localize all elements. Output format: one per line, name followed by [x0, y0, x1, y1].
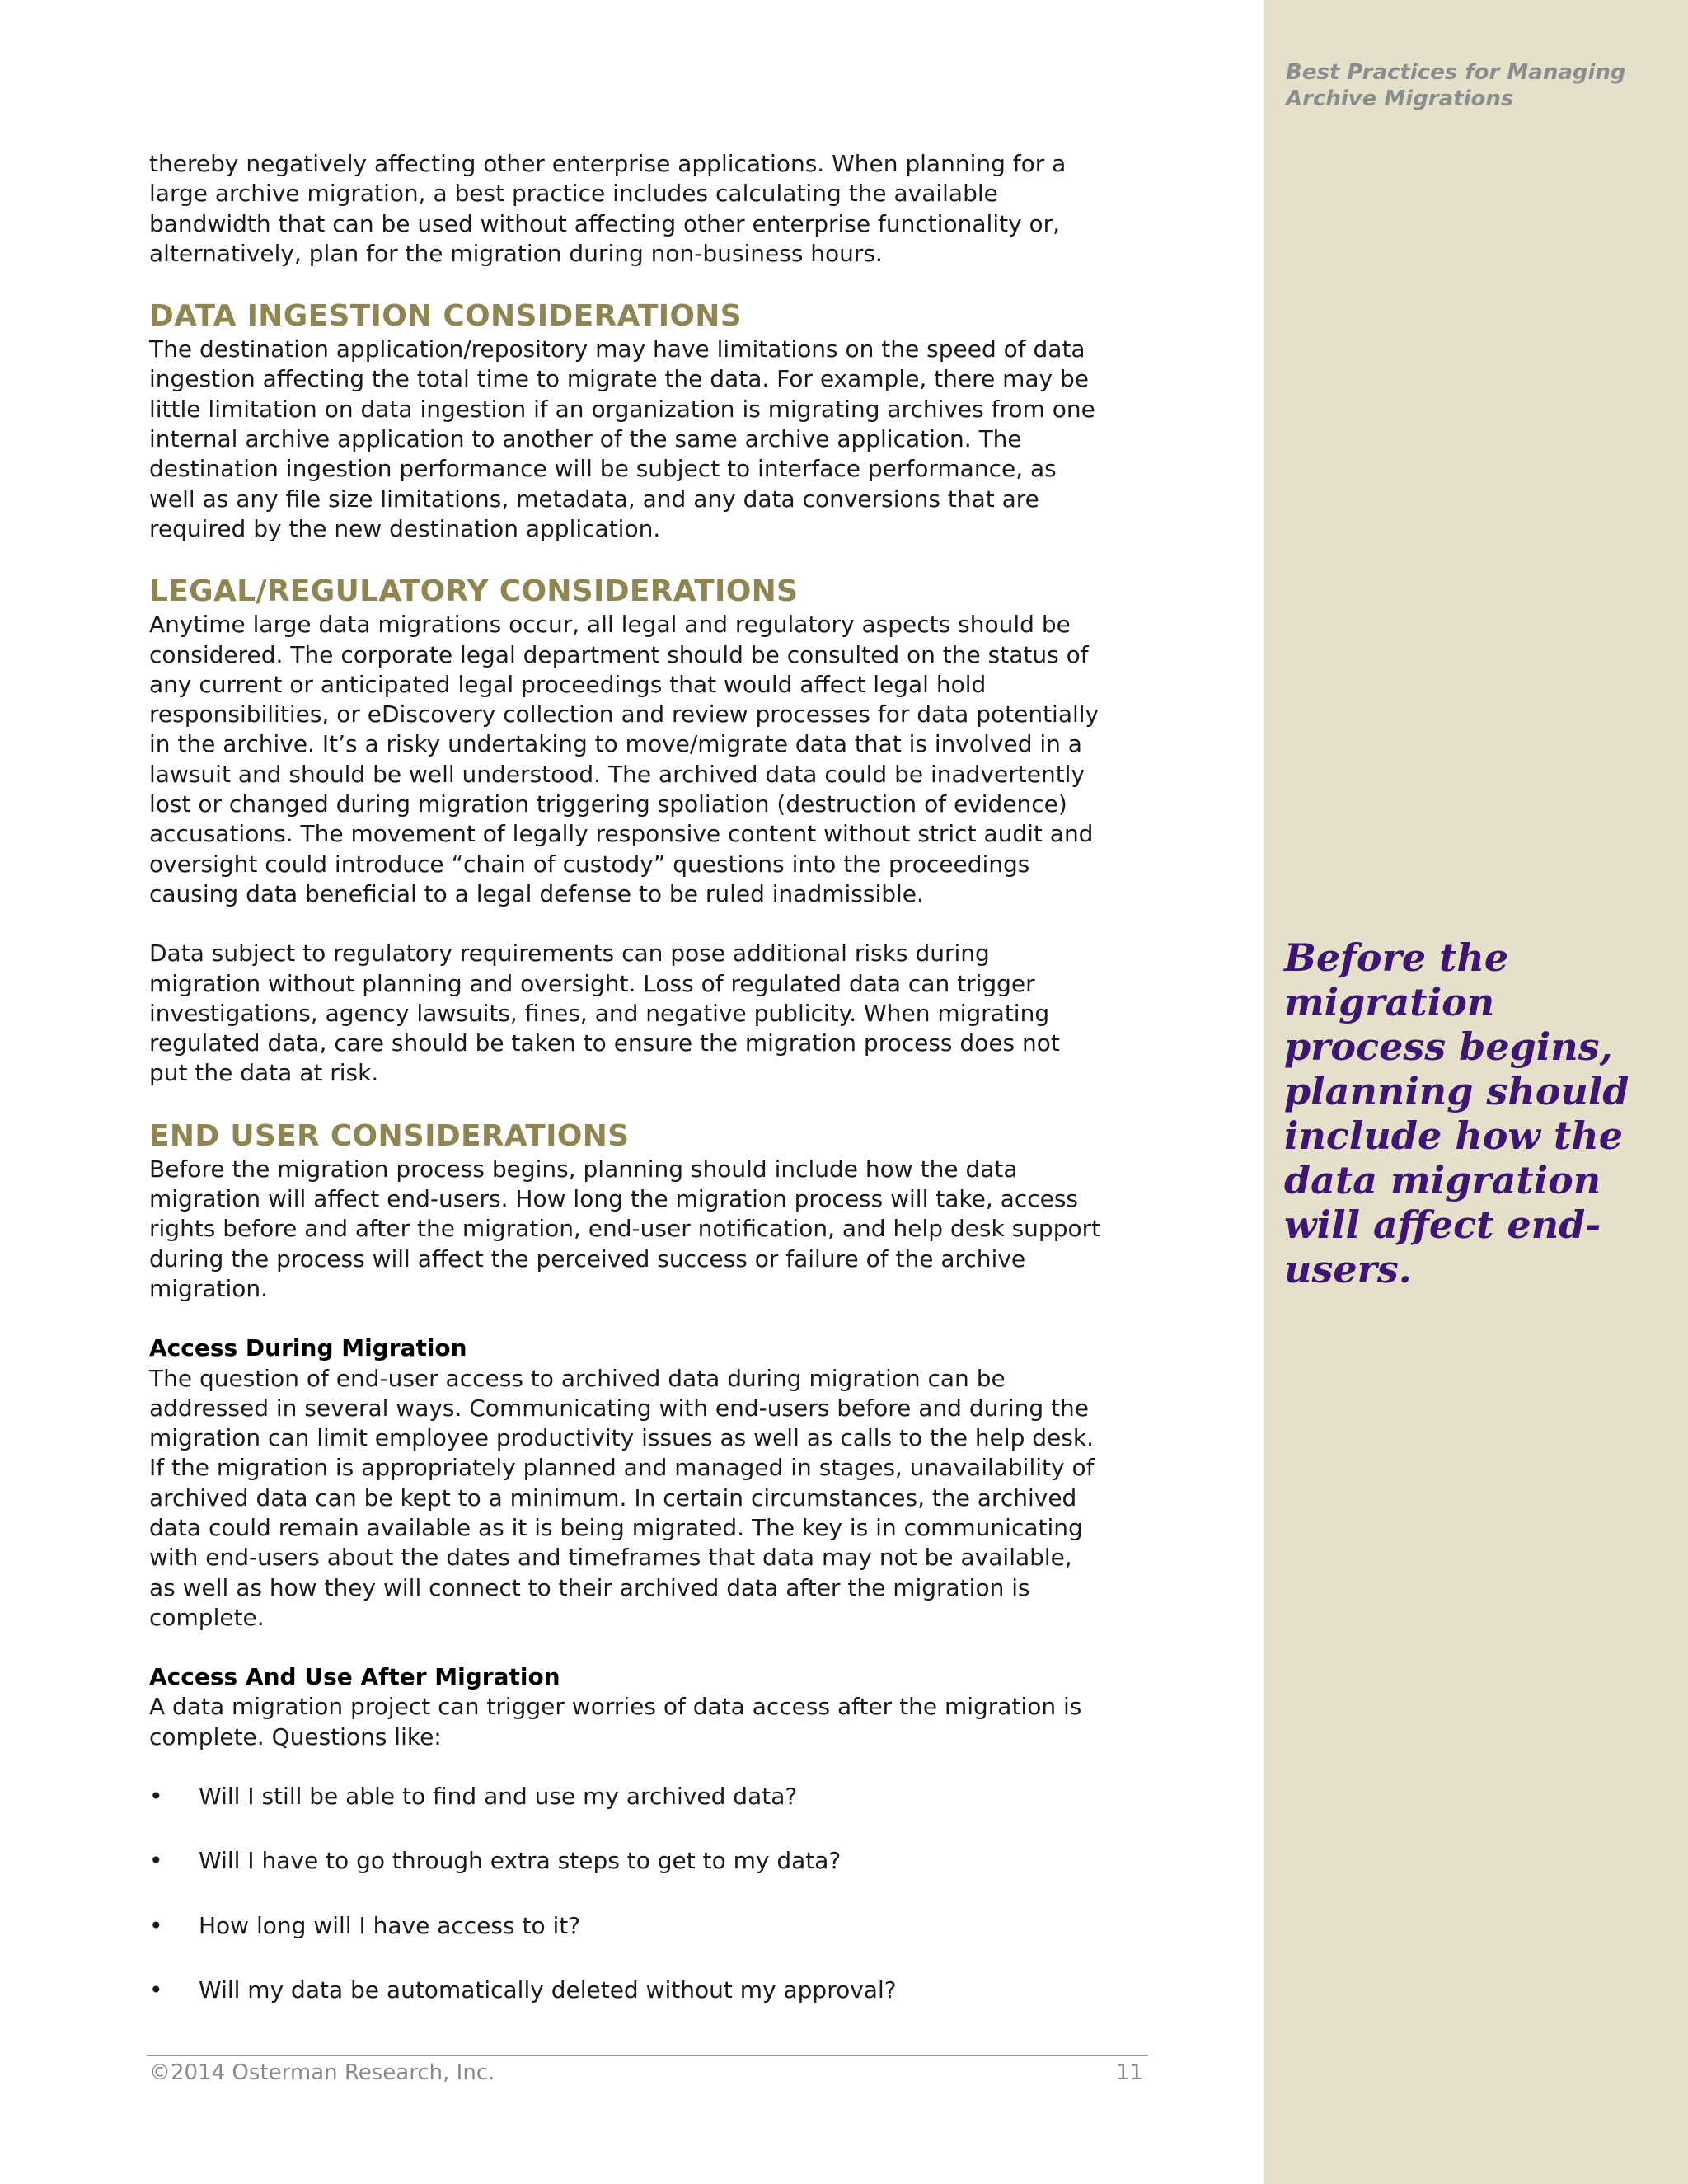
list-item: • How long will I have access to it?: [149, 1911, 1105, 1941]
intro-paragraph: thereby negatively affecting other enterprise applications. When planning for a large archive migration, a best practice includes calculating the available bandwidth that can be used without affecting other enterprise functionality or, alternatively, plan for the migration during non-business hours.: [149, 150, 1067, 267]
bullet-icon: •: [149, 1847, 163, 1875]
data-ingestion-paragraph: The destination application/repository may have limitations on the speed of data ingestion affecting the total time to migrate the data. For example, there may be little limitation on data ingestion if an organization is migrating archives from one internal archive application to another of the same archive application. The destination ingestion performance will be subject to interface performance, as well as any file size limitations, metadata, and any data conversions that are required by the new destination application.: [149, 335, 1095, 542]
footer-divider: [147, 2055, 1148, 2056]
list-item: • Will my data be automatically deleted without my approval?: [149, 1975, 1105, 2005]
end-user-heading: END USER CONSIDERATIONS: [149, 1118, 630, 1153]
access-after-paragraph: A data migration project can trigger worries of data access after the migration is complete. Questions like:: [149, 1693, 1082, 1750]
list-item: • Will I still be able to find and use my archived data?: [149, 1782, 1105, 1811]
pull-quote: Before the migration process begins, planning should include how the data migration will affect end-users.: [1284, 935, 1629, 1291]
legal-heading: LEGAL/REGULATORY CONSIDERATIONS: [149, 574, 799, 609]
access-during-paragraph: The question of end-user access to archived data during migration can be addressed in several ways. Communicating with end-users before and during the migration can limit employee productivity issues as well as calls to the help desk. If the migration is appropriately planned and managed in stages, unavailability of archived data can be kept to a minimum. In certain circumstances, the archived data could remain available as it is being migrated. The key is in communicating with end-users about the dates and timeframes that data may not be available, as well as how they will connect to their archived data after the migration is complete.: [149, 1364, 1095, 1631]
sidebar-header-line2: Archive Migrations: [1286, 87, 1514, 111]
end-user-paragraph: Before the migration process begins, planning should include how the data migration will affect end-users. How long the migration process will take, access rights before and after the migration, end-user notification, and help desk support during the process will affect the perceived success or failure of the archive migration.: [149, 1155, 1101, 1302]
bullet-icon: •: [149, 1783, 163, 1811]
question-list: [149, 1782, 1105, 2005]
legal-paragraph-1: Anytime large data migrations occur, all legal and regulatory aspects should be considered. The corporate legal department should be consulted on the status of any current or anticipated legal proceedings that would affect legal hold responsibilities, or eDiscovery collection and review processes for data potentially in the archive. It’s a risky undertaking to move/migrate data that is involved in a lawsuit and should be well understood. The archived data could be inadvertently lost or changed during migration triggering spoliation (destruction of evidence) accusations. The movement of legally responsive content without strict audit and oversight could introduce “chain of custody” questions into the proceedings causing data beneficial to a legal defense to be ruled inadmissible.: [149, 611, 1100, 907]
sidebar-header-line1: Best Practices for Managing: [1286, 60, 1626, 85]
bullet-icon: •: [149, 1911, 163, 1939]
page-number: 11: [1116, 2060, 1144, 2085]
access-after-heading: Access And Use After Migration: [149, 1663, 560, 1691]
data-ingestion-heading: DATA INGESTION CONSIDERATIONS: [149, 299, 742, 334]
legal-paragraph-2: Data subject to regulatory requirements can pose additional risks during migration without planning and oversight. Loss of regulated data can trigger investigations, agency lawsuits, fines, and negative publicity. When migrating regulated data, care should be taken to ensure the migration process does not put the data at risk.: [149, 940, 1060, 1087]
list-item: • Will I have to go through extra steps to get to my data?: [149, 1846, 1105, 1876]
main-content: [149, 149, 1105, 2040]
access-during-heading: Access During Migration: [149, 1334, 467, 1362]
footer-copyright: ©2014 Osterman Research, Inc.: [149, 2060, 495, 2085]
bullet-icon: •: [149, 1975, 163, 2004]
sidebar-header: [1286, 59, 1648, 112]
